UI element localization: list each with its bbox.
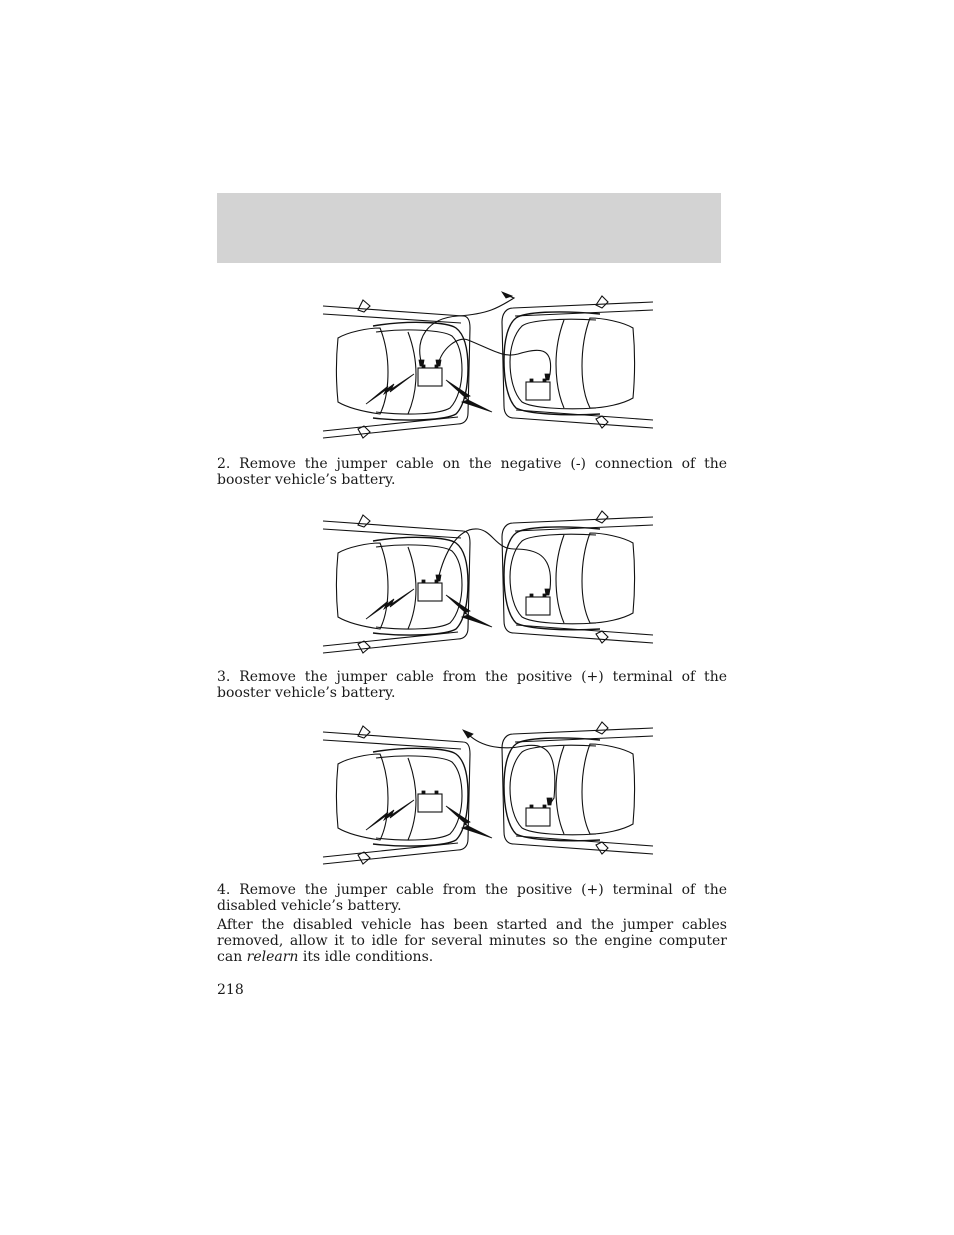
closing-text-emphasis: relearn — [246, 949, 299, 965]
jump-start-diagram-icon — [318, 503, 658, 663]
illustration-cable-positive-disabled — [318, 714, 658, 874]
illustration-cable-negative-booster — [318, 288, 658, 448]
closing-text-before: After the disabled vehicle has been started and the jumper cables removed, allow it to idle for several minutes so the engine computer can — [217, 917, 727, 965]
closing-paragraph — [217, 917, 727, 965]
step-2-text: 2. Remove the jumper cable on the negative (-) connection of the booster vehicle’s battery. — [217, 456, 727, 488]
illustration-cable-positive-booster — [318, 503, 658, 663]
jump-start-diagram-icon — [318, 714, 658, 874]
step-4-text: 4. Remove the jumper cable from the positive (+) terminal of the disabled vehicle’s battery. — [217, 882, 727, 914]
page-number: 218 — [217, 982, 244, 998]
jump-start-diagram-icon — [318, 288, 658, 448]
section-header-band — [217, 193, 721, 263]
closing-text-after: its idle conditions. — [298, 949, 434, 965]
step-3-text: 3. Remove the jumper cable from the positive (+) terminal of the booster vehicle’s battery. — [217, 669, 727, 701]
